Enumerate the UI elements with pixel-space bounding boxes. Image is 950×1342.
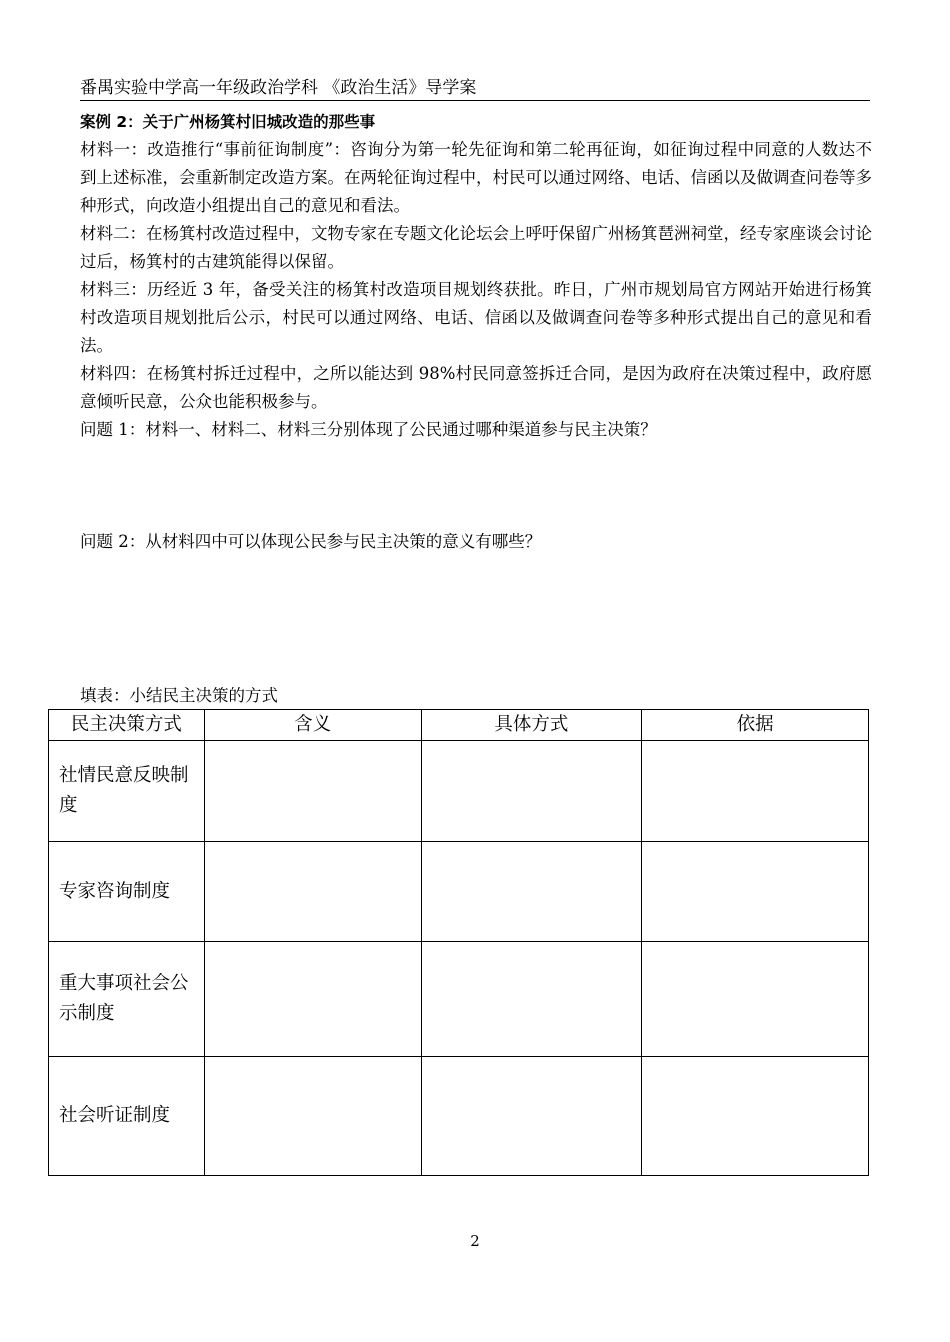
row-label: 社情民意反映制度: [49, 741, 205, 842]
table-header-row: [49, 710, 869, 741]
page-number: 2: [470, 1232, 480, 1250]
blank-cell: [421, 741, 642, 842]
blank-cell: [642, 842, 869, 942]
column-header: 民主决策方式: [49, 710, 205, 741]
table-title: 填表：小结民主决策的方式: [80, 686, 278, 705]
column-header: 含义: [204, 710, 421, 741]
row-label: 重大事项社会公示制度: [49, 942, 205, 1057]
blank-cell: [204, 842, 421, 942]
blank-cell: [204, 741, 421, 842]
material-3: 材料三：历经近 3 年，备受关注的杨箕村改造项目规划终获批。昨日，广州市规划局官方网站开始进行杨箕村改造项目规划批后公示，村民可以通过网络、电话、信函以及做调查问卷等多种形式提出自己的意见和看法。: [80, 280, 872, 355]
case-content: [80, 108, 872, 556]
row-label: 专家咨询制度: [49, 842, 205, 942]
material-1: 材料一：改造推行“事前征询制度”：咨询分为第一轮先征询和第二轮再征询，如征询过程中同意的人数达不到上述标准，会重新制定改造方案。在两轮征询过程中，村民可以通过网络、电话、信函以及做调查问卷等多种形式，向改造小组提出自己的意见和看法。: [80, 140, 872, 215]
material-4: 材料四：在杨箕村拆迁过程中，之所以能达到 98%村民同意签拆迁合同，是因为政府在决策过程中，政府愿意倾听民意，公众也能积极参与。: [80, 364, 872, 411]
question-2: 问题 2：从材料四中可以体现公民参与民主决策的意义有哪些？: [80, 532, 542, 551]
summary-table: [48, 709, 869, 1176]
blank-cell: [204, 942, 421, 1057]
blank-cell: [204, 1057, 421, 1176]
question-1: 问题 1：材料一、材料二、材料三分别体现了公民通过哪种渠道参与民主决策？: [80, 420, 657, 439]
column-header: 依据: [642, 710, 869, 741]
blank-cell: [421, 842, 642, 942]
table-row: [49, 1057, 869, 1176]
column-header: 具体方式: [421, 710, 642, 741]
table-row: [49, 842, 869, 942]
blank-cell: [421, 942, 642, 1057]
row-label: 社会听证制度: [49, 1057, 205, 1176]
page-header: 番禺实验中学高一年级政治学科 《政治生活》导学案: [80, 76, 870, 101]
blank-cell: [642, 741, 869, 842]
table-row: [49, 741, 869, 842]
table-row: [49, 942, 869, 1057]
answer-space-1: [80, 444, 872, 528]
blank-cell: [642, 942, 869, 1057]
case-title: 案例 2：关于广州杨箕村旧城改造的那些事: [80, 113, 376, 131]
material-2: 材料二：在杨箕村改造过程中，文物专家在专题文化论坛会上呼吁保留广州杨箕琶洲祠堂，经专家座谈会讨论过后，杨箕村的古建筑能得以保留。: [80, 224, 872, 271]
blank-cell: [421, 1057, 642, 1176]
blank-cell: [642, 1057, 869, 1176]
